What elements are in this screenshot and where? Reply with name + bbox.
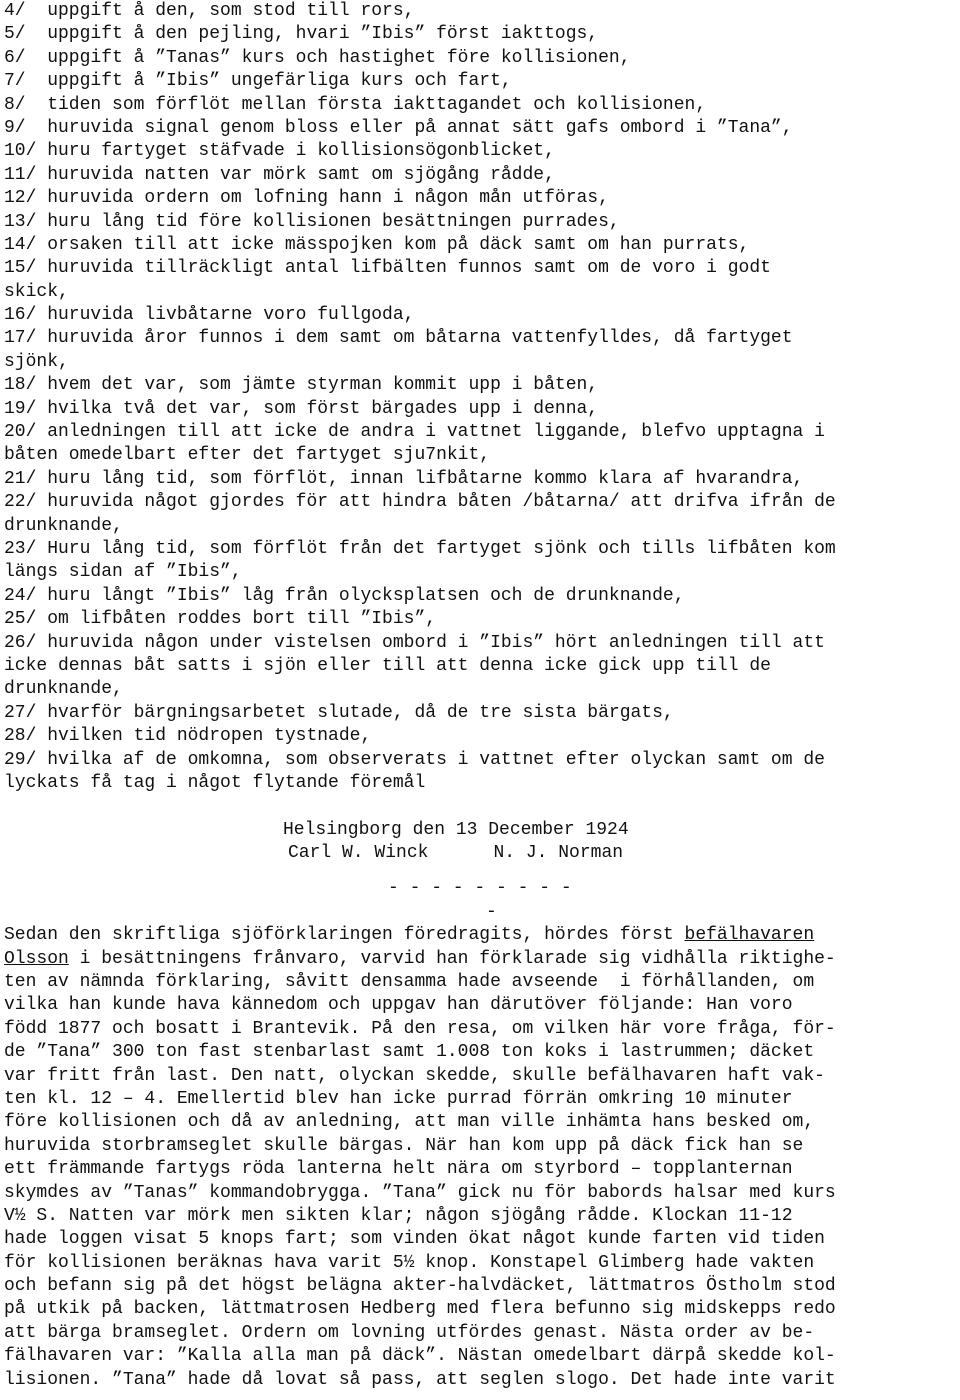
body-line: huruvida storbramseglet skulle bärgas. När han kom upp på däck fick han se (4, 1135, 804, 1156)
list-line: 25/ om lifbåten roddes bort till ”Ibis”, (4, 609, 437, 630)
list-line: drunknande, (4, 515, 123, 536)
signature-block (4, 819, 960, 866)
body-line: på utkik på backen, lättmatrosen Hedberg med flera befunno sig midskepps redo (4, 1299, 836, 1320)
separator-trailing-dash: - (486, 901, 497, 922)
list-line: 12/ huruvida ordern om lofning hann i någon mån utföras, (4, 188, 609, 209)
body-text (4, 924, 960, 1392)
document-page (4, 0, 960, 1392)
list-line: 11/ huruvida natten var mörk samt om sjögång rådde, (4, 164, 555, 185)
body-line: vilka han kunde hava kännedom och uppgav han därutöver följande: Han voro (4, 995, 793, 1016)
body-line: skymdes av ”Tanas” kommandobrygga. ”Tana” gick nu för babords halsar med kurs (4, 1182, 836, 1203)
list-line: 15/ huruvida tillräckligt antal lifbälten funnos samt om de voro i godt (4, 258, 771, 279)
body-line (4, 948, 960, 971)
body-line: för kollisionen beräknas hava varit 5½ knop. Konstapel Glimberg hade vakten (4, 1252, 815, 1273)
list-line: 4/ uppgift å den, som stod till rors, (4, 1, 415, 21)
list-line: 29/ hvilka af de omkomna, som observerats i vattnet efter olyckan samt om de (4, 749, 825, 770)
list-line: 10/ huru fartyget stäfvade i kollisionsögonblicket, (4, 141, 555, 162)
body-line: var fritt från last. Den natt, olyckan skedde, skulle befälhavaren haft vak- (4, 1065, 825, 1086)
question-list (4, 0, 960, 795)
body-line: ten kl. 12 – 4. Emellertid blev han icke purrad förrän omkring 10 minuter (4, 1088, 793, 1109)
body-line: före kollisionen och då av anledning, att man ville inhämta hans besked om, (4, 1112, 815, 1133)
list-line: 13/ huru lång tid före kollisionen besättningen purrades, (4, 211, 620, 232)
signature-names (4, 842, 960, 865)
list-line: 8/ tiden som förflöt mellan första iakttagandet och kollisionen, (4, 94, 707, 115)
body-line: V½ S. Natten var mörk men sikten klar; någon sjögång rådde. Klockan 11-12 (4, 1205, 793, 1226)
underlined-text: Olsson (4, 948, 69, 969)
signer-name-1: Carl W. Winck (288, 843, 429, 864)
list-line: 22/ huruvida något gjordes för att hindra båten /båtarna/ att drifva ifrån de (4, 492, 836, 513)
list-line: 19/ hvilka två det var, som först bärgades upp i denna, (4, 398, 599, 419)
list-line: 20/ anledningen till att icke de andra i vattnet liggande, blefvo upptagna i (4, 422, 825, 443)
body-line: hade loggen visat 5 knops fart; som vinden ökat något kunde farten vid tiden (4, 1229, 825, 1250)
signature-place-date: Helsingborg den 13 December 1924 (283, 819, 629, 840)
list-line: 23/ Huru lång tid, som förflöt från det fartyget sjönk och tills lifbåten kom (4, 538, 836, 559)
list-line: längs sidan af ”Ibis”, (4, 562, 242, 583)
list-line: 24/ huru långt ”Ibis” låg från olycksplatsen och de drunknande, (4, 585, 685, 606)
list-line: 14/ orsaken till att icke mässpojken kom på däck samt om han purrats, (4, 234, 750, 255)
list-line: 26/ huruvida någon under vistelsen ombord i ”Ibis” hört anledningen till att (4, 632, 825, 653)
body-line: lisionen. ”Tana” hade då lovat så pass, att seglen slogo. Det hade inte varit (4, 1369, 836, 1390)
body-line: ten av nämnda förklaring, såvitt densamma hade avseende i förhållanden, om (4, 972, 815, 993)
list-line: 16/ huruvida livbåtarne voro fullgoda, (4, 305, 415, 326)
list-line: 18/ hvem det var, som jämte styrman kommit upp i båten, (4, 375, 599, 396)
body-line: fälhavaren var: ”Kalla alla man på däck”. Nästan omedelbart därpå skedde kol- (4, 1346, 836, 1367)
body-text-run: i besättningens frånvaro, varvid han förklarade sig vidhålla riktighe- (68, 948, 836, 969)
list-line: 28/ hvilken tid nödropen tystnade, (4, 726, 372, 747)
body-line: att bärga bramseglet. Ordern om lovning utfördes genast. Nästa order av be- (4, 1322, 815, 1343)
list-line: båten omedelbart efter det fartyget sju7nkit, (4, 445, 491, 466)
list-line: 27/ hvarför bärgningsarbetet slutade, då de tre sista bärgats, (4, 702, 674, 723)
body-line: de ”Tana” 300 ton fast stenbarlast samt 1.008 ton koks i lastrummen; däcket (4, 1042, 815, 1063)
body-line: och befann sig på det högst belägna akter-halvdäcket, lättmatros Östholm stod (4, 1276, 836, 1297)
list-line: drunknande, (4, 679, 123, 700)
body-line: född 1877 och bosatt i Brantevik. På den resa, om vilken här vore fråga, för- (4, 1018, 836, 1039)
separator-dashes: - - - - - - - - - (388, 878, 572, 899)
list-line: 6/ uppgift å ”Tanas” kurs och hastighet före kollisionen, (4, 47, 631, 68)
signer-name-2: N. J. Norman (493, 843, 624, 864)
list-line: 9/ huruvida signal genom bloss eller på annat sätt gafs ombord i ”Tana”, (4, 117, 793, 138)
list-line: 5/ uppgift å den pejling, hvari ”Ibis” först iakttogs, (4, 24, 599, 45)
section-separator (4, 877, 960, 924)
list-line: skick, (4, 281, 69, 302)
list-line: lyckats få tag i något flytande föremål (4, 772, 426, 793)
body-text-run: Sedan den skriftliga sjöförklaringen föredragits, hördes först (4, 925, 685, 946)
list-line: 17/ huruvida åror funnos i dem samt om båtarna vattenfylldes, då fartyget (4, 328, 793, 349)
list-line: icke dennas båt satts i sjön eller till att denna icke gick upp till de (4, 655, 771, 676)
list-line: sjönk, (4, 351, 69, 372)
body-line: ett främmande fartygs röda lanterna helt nära om styrbord – topplanternan (4, 1159, 793, 1180)
underlined-text: befälhavaren (684, 925, 815, 946)
body-line (4, 924, 960, 947)
list-line: 7/ uppgift å ”Ibis” ungefärliga kurs och fart, (4, 71, 512, 92)
list-line: 21/ huru lång tid, som förflöt, innan lifbåtarne kommo klara af hvarandra, (4, 468, 804, 489)
